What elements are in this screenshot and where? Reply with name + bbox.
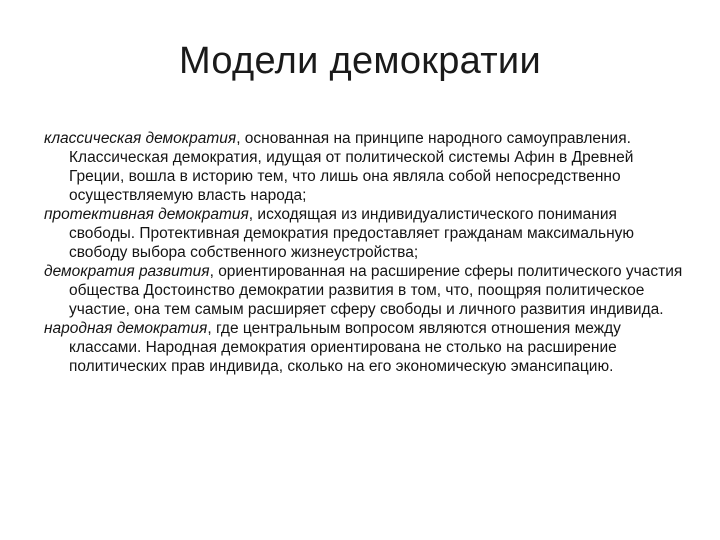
- list-item-peoples: [44, 319, 684, 376]
- list-item-classical: [44, 129, 684, 205]
- democracy-models-list: [44, 129, 684, 376]
- item-description: , ориентированная на расширение сферы политического участия общества Достоинство демократии развития в том, что, поощряя политическое участие, она тем самым расширяет сферу свободы и личного развития индивида.: [69, 263, 683, 318]
- item-term: демократия развития: [44, 263, 210, 280]
- item-description: , где центральным вопросом являются отношения между классами. Народная демократия ориентирована не столько на расширение политических прав индивида, сколько на его экономическую эмансипацию.: [69, 320, 621, 375]
- item-description: , исходящая из индивидуалистического понимания свободы. Протективная демократия предоставляет гражданам максимальную свободу выбора собственного жизнеустройства;: [69, 206, 635, 261]
- item-description: , основанная на принципе народного самоуправления. Классическая демократия, идущая от политической системы Афин в Древней Греции, вошла в историю тем, что лишь она являла собой непосредственно осуществляемую власть народа;: [69, 130, 634, 204]
- list-item-protective: [44, 205, 684, 262]
- item-term: протективная демократия: [44, 206, 249, 223]
- item-term: классическая демократия: [44, 130, 237, 147]
- item-term: народная демократия: [44, 320, 208, 337]
- list-item-developmental: [44, 262, 684, 319]
- slide-title: Модели демократии: [179, 40, 541, 82]
